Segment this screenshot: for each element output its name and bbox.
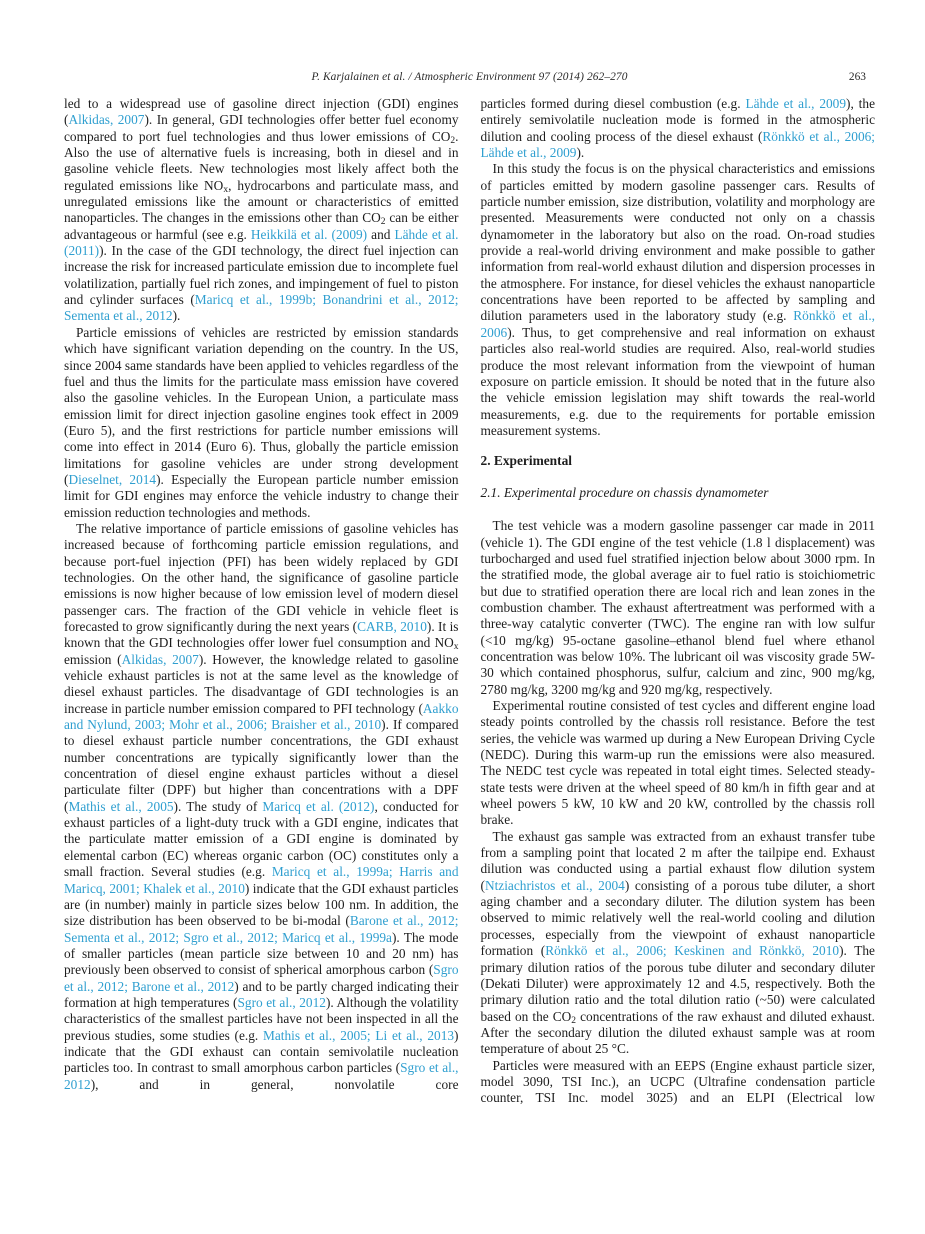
text-run: ). The study of	[173, 798, 263, 814]
section-heading	[481, 453, 876, 469]
text-run: ). In the case of the GDI technology, the direct fuel injection can increase the risk for increased particulate emission due to incomplete fuel volatilization, partially fuel rich zones, and impingement of fuel to piston and cylinder surfaces (	[64, 243, 459, 308]
citation-link[interactable]: Maricq et al., 1999b; Bonandrini et al., 2012; Sementa et al., 2012	[64, 292, 459, 324]
citation-link[interactable]: Sgro et al., 2012	[237, 994, 326, 1010]
citation-link[interactable]: Heikkilä et al. (2009)	[250, 226, 368, 242]
text-run: ). Thus, to get comprehensive and real information on exhaust particles also real-world studies are required. Also, real-world studies produce the most relevant information from the viewpoint of human exposure on particle emission. It should be noted that in the future also the vehicle emission legislation may shift towards the real-world measurements, e.g. due to the requirements for portable emission measurement systems.	[480, 324, 875, 438]
text-run: Particles were measured with an EEPS (Engine exhaust particle sizer, model 3090, TSI Inc.), an UCPC (Ultrafine condensation particle counter, TSI Inc. model 3025) and an ELPI (Electrical low	[480, 1057, 875, 1106]
subsection-heading	[481, 485, 876, 501]
text-run: ) consisting of a porous tube diluter, a short aging chamber and a secondary diluter. The dilution system has been observed to mimic relatively well the real-world cooling and dilution processes, especially from the viewpoint of exhaust nanoparticle formation (	[480, 877, 875, 959]
text-run: In this study the focus is on the physical characteristics and emissions of particles emitted by modern gasoline passenger cars. Results of particle number emission, size distribution, volatility and morphology are presented. Measurements were conducted not only on a chassis dynamometer in the laboratory but also on the road. On-road studies provide a real-world driving environment and make possible to gather information from real-world exhaust dilution and dispersion processes in the atmosphere. For instance, for diesel vehicles the exhaust nanoparticle concentrations have been reported to be affected by sampling and dilution parameters used in the laboratory study (e.g.	[480, 161, 875, 324]
citation-link[interactable]: Barone et al., 2012; Sementa et al., 2012; Sgro et al., 2012; Maricq et al., 1999a	[64, 913, 459, 945]
running-head: P. Karjalainen et al. / Atmospheric Environment 97 (2014) 262–270	[311, 71, 628, 83]
text-run: ). In general, GDI technologies offer better fuel economy compared to port fuel technologies and thus lower emissions of CO	[64, 112, 459, 144]
text-run: 2.1. Experimental procedure on chassis dynamometer	[480, 485, 769, 501]
text-run: led to a widespread use of gasoline direct injection (GDI) engines (	[64, 96, 459, 128]
text-run: ). The mode of smaller particles (mean particle size between 10 and 20 nm) has previously been observed to consist of spherical amorphous carbon (	[64, 929, 459, 978]
citation-link[interactable]: Maricq et al. (2012)	[262, 798, 375, 814]
column-left	[64, 96, 459, 1107]
text-run: ), the entirely semivolatile nucleation mode is formed in the atmospheric dilution and cooling process of the diesel exhaust (	[480, 96, 875, 144]
text-run: The relative importance of particle emissions of gasoline vehicles has increased because of forthcoming particle emission regulations, and because port-fuel injection (PFI) has been widely replaced by GDI technologies. On the other hand, the significance of gasoline particle emissions is now higher because of low emission level of modern diesel passenger cars. The fraction of the GDI vehicle in vehicle fleet is forecasted to grow significantly during the next years (	[64, 520, 459, 634]
citation-link[interactable]: Ntziachristos et al., 2004	[484, 877, 625, 893]
subscript-text: 2	[450, 135, 456, 146]
text-run: ) indicate that the GDI exhaust can contain semivolatile nucleation particles too. In contrast to small amorphous carbon particles (	[64, 1027, 459, 1076]
citation-link[interactable]: Dieselnet, 2014	[68, 471, 157, 487]
body-paragraph	[481, 96, 876, 161]
citation-link[interactable]: Mathis et al., 2005	[68, 798, 174, 814]
text-run: ), and in general, nonvolatile core	[90, 1076, 459, 1092]
text-run: . Also the use of alternative fuels is increasing, both in diesel and in gasoline vehicle fleets. New technologies most likely affect both the regulated emissions like NO	[64, 128, 459, 193]
text-run: Experimental routine consisted of test cycles and different engine load steady points controlled by the chassis roll resistance. Before the test series, the vehicle was warmed up during a New European Driving Cycle (NEDC). During this warm-up run the emissions were also measured. The NEDC test cycle was repeated in total eight times. Selected steady-state tests were driven at the wheel speed of 80 km/h in fifth gear and at wheel powers 5 kW, 10 kW and 20 kW, controlled by the chassis roll brake.	[480, 698, 875, 828]
text-run: ) and to be partly charged indicating their formation at high temperatures (	[64, 978, 459, 1010]
text-run: , hydrocarbons and particulate mass, and unregulated emissions like the amount or characteristics of emitted nanoparticles. The changes in the emissions other than CO	[64, 177, 459, 226]
citation-link[interactable]: Alkidas, 2007	[68, 112, 145, 128]
text-run: The test vehicle was a modern gasoline passenger car made in 2011 (vehicle 1). The GDI engine of the test vehicle (1.8 l displacement) was turbocharged and used fuel stratified injection below about 3000 rpm. In the stratified mode, the global average air to fuel ratio is stoichiometric but due to stratified operation there are local rich and lean zones in the combustion chamber. The exhaust aftertreatment was performed with a three-way catalytic converter (TWC). The engine ran with low sulfur (<10 mg/kg) 95-octane gasoline–ethanol blend fuel where ethanol concentration was below 10%. The lubricant oil was viscosity grade 5W-30 which contained phosphorus, sulfur, calcium and zinc, 900 mg/kg, 2780 mg/kg, 3200 mg/kg and 920 mg/kg, respectively.	[480, 518, 875, 697]
text-run: emission (	[64, 651, 122, 667]
text-run: Particle emissions of vehicles are restricted by emission standards which have significant variation depending on the country. In the US, since 2004 same standards have been applied to vehicles regardless of the fuel and thus the limits for the particulate mass emission have covered also the gasoline vehicles. In the European Union, a particulate mass emission limit for direct injection gasoline engines took effect in 2009 (Euro 5), and the first restrictions for particle number emissions will come into effect in 2014 (Euro 6). Thus, globally the particle emission limitations for gasoline vehicles are under strong development (	[64, 324, 459, 487]
body-paragraph	[481, 698, 876, 829]
text-run: ).	[576, 145, 585, 161]
text-run: ).	[172, 308, 181, 324]
subscript-text: x	[453, 642, 459, 653]
column-right	[481, 96, 876, 1107]
text-run: concentrations of the raw exhaust and diluted exhaust. After the secondary dilution the diluted exhaust sample was at room temperature of about 25 °C.	[480, 1008, 875, 1057]
text-run: 2. Experimental	[480, 453, 572, 469]
text-run: ). The primary dilution ratios of the porous tube diluter and secondary diluter (Dekati Diluter) were approximately 12 and 4.5, respectively. Both the primary dilution ratio and the total dilution ratio (~50) were calculated based on the CO	[480, 943, 875, 1024]
citation-link[interactable]: Sgro et al., 2012; Barone et al., 2012	[64, 962, 459, 994]
citation-link[interactable]: Rönkkö et al., 2006; Keskinen and Rönkkö, 2010	[545, 943, 840, 959]
citation-link[interactable]: Mathis et al., 2005; Li et al., 2013	[263, 1027, 455, 1043]
two-column-body	[64, 96, 875, 1107]
subscript-text: 2	[380, 217, 386, 228]
subscript-text: 2	[571, 1015, 577, 1026]
citation-link[interactable]: Sgro et al., 2012	[64, 1060, 459, 1092]
citation-link[interactable]: CARB, 2010	[357, 619, 427, 634]
text-run: ). It is known that the GDI technologies offer lower fuel consumption and NO	[64, 619, 459, 651]
body-paragraph	[64, 521, 459, 1093]
citation-link[interactable]: Alkidas, 2007	[121, 651, 199, 667]
body-paragraph	[481, 161, 876, 439]
body-paragraph	[64, 325, 459, 521]
text-run: ). Especially the European particle number emission limit for GDI engines may enforce the vehicle industry to change their emission reduction technologies and methods.	[64, 471, 459, 520]
text-run: can be either advantageous or harmful (see e.g.	[64, 210, 459, 242]
page-number: 263	[848, 71, 866, 83]
citation-link[interactable]: Maricq et al., 1999a; Harris and Maricq, 2001; Khalek et al., 2010	[64, 864, 459, 896]
subscript-text: x	[223, 184, 229, 195]
body-paragraph	[481, 518, 876, 698]
text-run: particles formed during diesel combustion (e.g.	[480, 96, 746, 111]
citation-link[interactable]: Rönkkö et al., 2006; Lähde et al., 2009	[480, 128, 875, 161]
body-paragraph	[481, 829, 876, 1058]
body-paragraph	[481, 1058, 876, 1107]
citation-link[interactable]: Rönkkö et al., 2006	[480, 308, 875, 340]
body-paragraph	[64, 96, 459, 325]
text-run: ) indicate that the GDI exhaust particles are (in number) mainly in particle sizes below 100 nm. In addition, the size distribution has been observed to be bi-modal (	[64, 880, 459, 929]
text-run: ). However, the knowledge related to gasoline vehicle exhaust particles is not at the same level as the knowledge of diesel exhaust particles. The disadvantage of GDI technologies is an increase in particle number emission compared to PFI technology (	[64, 651, 459, 716]
text-run: , conducted for exhaust particles of a light-duty truck with a GDI engine, indicates that the particulate matter emission of a GDI engine is dominated by elemental carbon (EC) whereas organic carbon (OC) constitutes only a small fraction. Several studies (e.g.	[64, 798, 459, 880]
citation-link[interactable]: Lähde et al. (2011)	[64, 226, 459, 259]
text-run: ). If compared to diesel exhaust particle number concentrations, the GDI exhaust number concentrations are typically significantly lower than the concentration of diesel engine exhaust particles without a diesel particulate filter (DPF) but higher than concentrations with a DPF (	[64, 717, 459, 814]
citation-link[interactable]: Lähde et al., 2009	[745, 96, 847, 111]
citation-link[interactable]: Aakko and Nylund, 2003; Mohr et al., 2006; Braisher et al., 2010	[64, 700, 459, 733]
text-run: ). Although the volatility characteristics of the smallest particles have not been inspected in all the previous studies, some studies (e.g.	[64, 994, 459, 1043]
text-run: and	[367, 226, 395, 242]
text-run: The exhaust gas sample was extracted from an exhaust transfer tube from a sampling point that located 2 m after the tailpipe end. Exhaust dilution was conducted using a partial exhaust flow dilution system (	[480, 828, 875, 893]
